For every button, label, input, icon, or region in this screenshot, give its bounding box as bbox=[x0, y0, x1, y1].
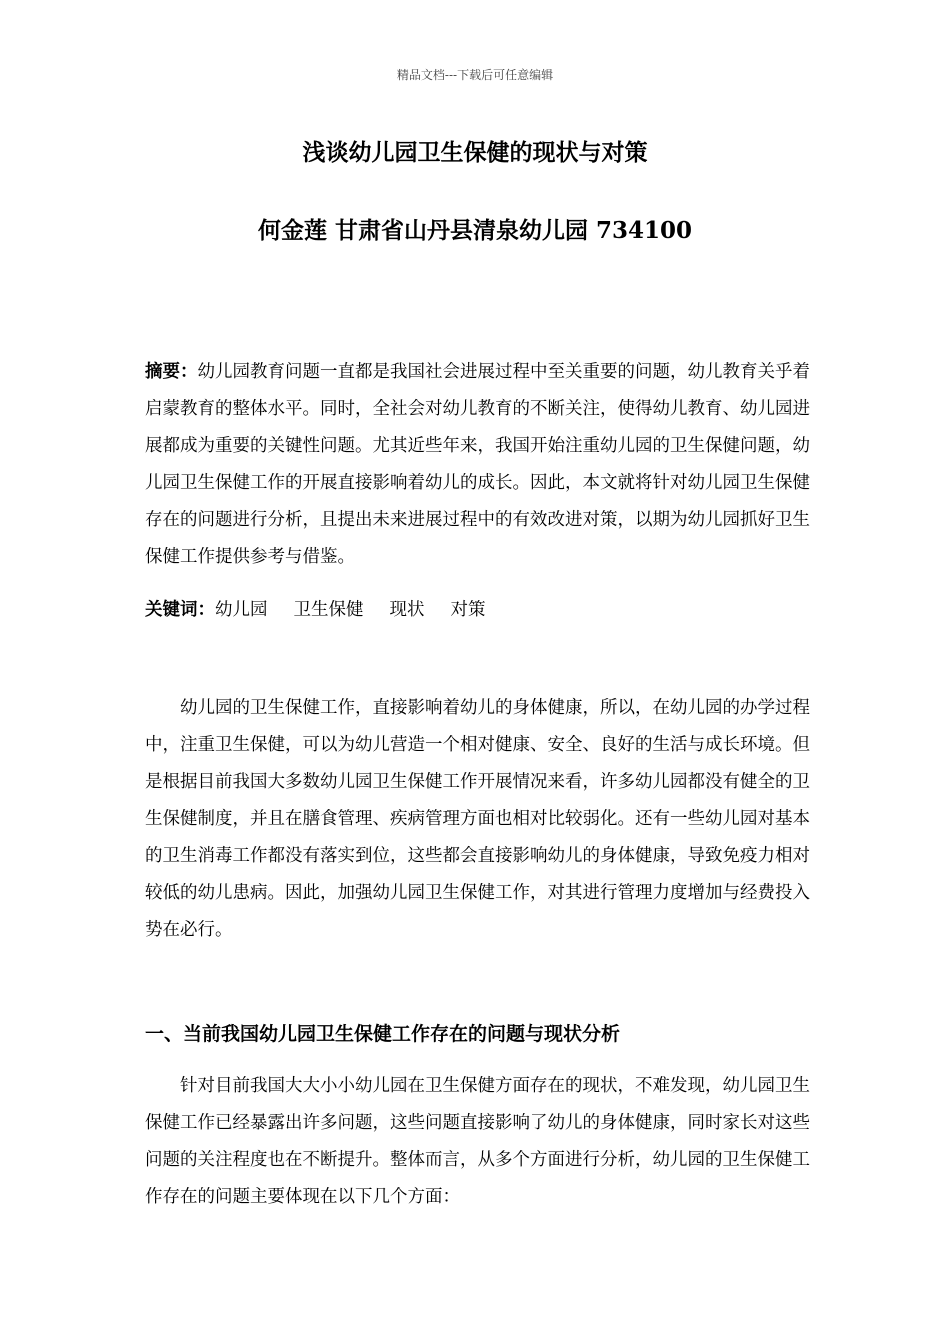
abstract-paragraph bbox=[145, 354, 810, 576]
keyword-item: 对策 bbox=[450, 600, 486, 620]
page-header-watermark: 精品文档---下载后可任意编辑 bbox=[396, 68, 554, 82]
intro-paragraph: 幼儿园的卫生保健工作，直接影响着幼儿的身体健康，所以，在幼儿园的办学过程中，注重卫生保健，可以为幼儿营造一个相对健康、安全、良好的生活与成长环境。但是根据目前我国大多数幼儿园卫生保健工作开展情况来看，许多幼儿园都没有健全的卫生保健制度，并且在膳食管理、疾病管理方面也相对比较弱化。还有一些幼儿园对基本的卫生消毒工作都没有落实到位，这些都会直接影响幼儿的身体健康，导致免疫力相对较低的幼儿患病。因此，加强幼儿园卫生保健工作，对其进行管理力度增加与经费投入势在必行。 bbox=[145, 698, 810, 940]
author-line: 何金莲 甘肃省山丹县清泉幼儿园 734100 bbox=[257, 217, 693, 244]
abstract-label: 摘要： bbox=[145, 362, 198, 382]
keyword-item: 幼儿园 bbox=[215, 600, 268, 620]
keywords-line bbox=[145, 592, 512, 629]
section-paragraph: 针对目前我国大大小小幼儿园在卫生保健方面存在的现状，不难发现，幼儿园卫生保健工作已经暴露出许多问题，这些问题直接影响了幼儿的身体健康，同时家长对这些问题的关注程度也在不断提升。整体而言，从多个方面进行分析，幼儿园的卫生保健工作存在的问题主要体现在以下几个方面： bbox=[145, 1076, 810, 1207]
keyword-item: 现状 bbox=[389, 600, 425, 620]
abstract-text: 幼儿园教育问题一直都是我国社会进展过程中至关重要的问题，幼儿教育关乎着启蒙教育的整体水平。同时，全社会对幼儿教育的不断关注，使得幼儿教育、幼儿园进展都成为重要的关键性问题。尤其近些年来，我国开始注重幼儿园的卫生保健问题，幼儿园卫生保健工作的开展直接影响着幼儿的成长。因此，本文就将针对幼儿园卫生保健存在的问题进行分析，且提出未来进展过程中的有效改进对策，以期为幼儿园抓好卫生保健工作提供参考与借鉴。 bbox=[145, 362, 810, 567]
document-title: 浅谈幼儿园卫生保健的现状与对策 bbox=[302, 139, 648, 166]
keyword-item: 卫生保健 bbox=[293, 600, 364, 620]
keywords-label: 关键词： bbox=[145, 600, 215, 620]
section-heading: 一、当前我国幼儿园卫生保健工作存在的问题与现状分析 bbox=[145, 1023, 621, 1045]
